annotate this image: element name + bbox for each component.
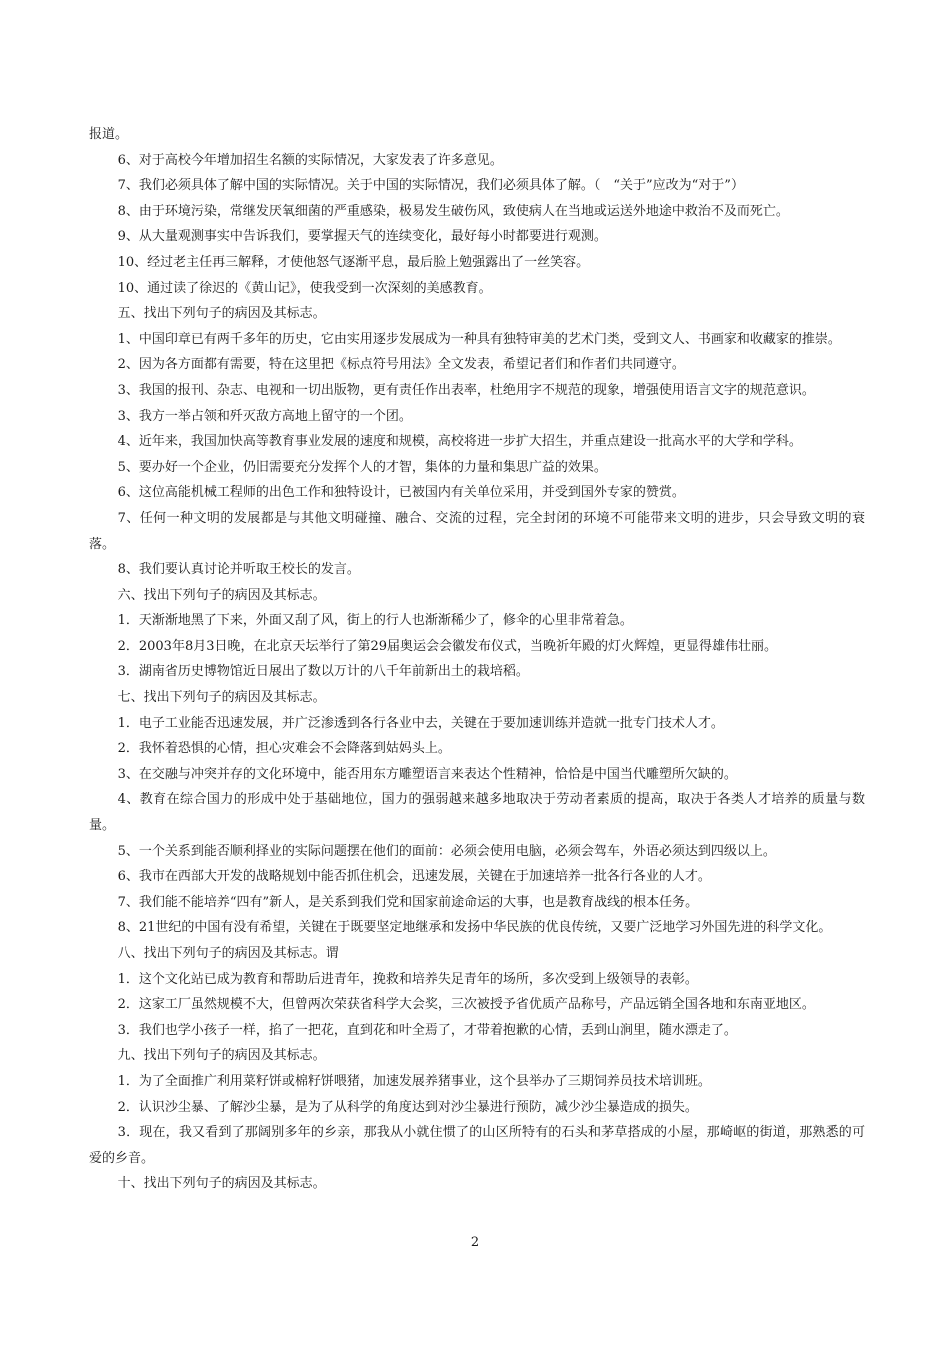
paragraph: 5、一个关系到能否顺利择业的实际问题摆在他们的面前：必须会使用电脑，必须会驾车，外语必须达到四级以上。 [117, 843, 776, 859]
paragraph: 3．湖南省历史博物馆近日展出了数以万计的八千年前新出土的栽培稻。 [117, 664, 529, 680]
paragraph: 五、找出下列句子的病因及其标志。 [117, 306, 326, 322]
paragraph: 八、找出下列句子的病因及其标志。谓 [117, 946, 339, 961]
paragraph: 10、通过读了徐迟的《黄山记》，使我受到一次深刻的美感教育。 [117, 280, 492, 296]
paragraph: 7、我们能不能培养“四有”新人，是关系到我们党和国家前途命运的大事，也是教育战线的根本任务。 [117, 894, 699, 910]
paragraph: 1．为了全面推广利用菜籽饼或棉籽饼喂猪，加速发展养猪事业，这个县举办了三期饲养员技术培训班。 [117, 1073, 711, 1089]
paragraph: 2、因为各方面都有需要，特在这里把《标点符号用法》全文发表，希望记者们和作者们共同遵守。 [117, 357, 685, 373]
paragraph: 6、对于高校今年增加招生名额的实际情况，大家发表了许多意见。 [117, 152, 503, 168]
paragraph: 7、任何一种文明的发展都是与其他文明碰撞、融合、交流的过程，完全封闭的环境不可能带来文明的进步，只会导致文明的衰落。 [89, 510, 865, 552]
paragraph: 1．天渐渐地黑了下来，外面又刮了风，街上的行人也渐渐稀少了，修伞的心里非常着急。 [117, 613, 633, 629]
paragraph: 5、要办好一个企业，仍旧需要充分发挥个人的才智，集体的力量和集思广益的效果。 [117, 459, 607, 475]
paragraph: 1．电子工业能否迅速发展，并广泛渗透到各行各业中去，关键在于要加速训练并造就一批专门技术人才。 [117, 715, 724, 731]
paragraph: 3．现在，我又看到了那阔别多年的乡亲，那我从小就住惯了的山区所特有的石头和茅草搭成的小屋，那崎岖的街道，那熟悉的可爱的乡音。 [89, 1125, 865, 1166]
paragraph: 报道。 [89, 127, 129, 142]
paragraph: 4、近年来，我国加快高等教育事业发展的速度和规模，高校将进一步扩大招生，并重点建设一批高水平的大学和学科。 [117, 434, 802, 450]
paragraph: 4、教育在综合国力的形成中处于基础地位，国力的强弱越来越多地取决于劳动者素质的提高，取决于各类人才培养的质量与数量。 [89, 792, 865, 834]
paragraph: 7、我们必须具体了解中国的实际情况。关于中国的实际情况，我们必须具体了解。（ “关于”应改为“对于”） [117, 178, 744, 194]
paragraph: 1．这个文化站已成为教育和帮助后进青年，挽救和培养失足青年的场所，多次受到上级领导的表彰。 [117, 971, 698, 987]
paragraph: 8、21世纪的中国有没有希望，关键在于既要坚定地继承和发扬中华民族的优良传统，又要广泛地学习外国先进的科学文化。 [117, 920, 832, 936]
paragraph: 6、我市在西部大开发的战略规划中能否抓住机会，迅速发展，关键在于加速培养一批各行各业的人才。 [117, 869, 711, 885]
paragraph: 九、找出下列句子的病因及其标志。 [117, 1048, 326, 1064]
paragraph: 3．我们也学小孩子一样，掐了一把花，直到花和叶全焉了，才带着抱歉的心情，丢到山涧里，随水漂走了。 [117, 1022, 737, 1038]
paragraph: 6、这位高能机械工程师的出色工作和独特设计，已被国内有关单位采用，并受到国外专家的赞赏。 [117, 485, 685, 501]
paragraph: 8、由于环境污染，常继发厌氧细菌的严重感染，极易发生破伤风，致使病人在当地或运送外地途中救治不及而死亡。 [117, 203, 789, 219]
paragraph: 六、找出下列句子的病因及其标志。 [117, 587, 326, 603]
paragraph: 1、中国印章已有两千多年的历史，它由实用逐步发展成为一种具有独特审美的艺术门类，受到文人、书画家和收藏家的推崇。 [117, 331, 841, 347]
paragraph: 10、经过老主任再三解释，才使他怒气逐渐平息，最后脸上勉强露出了一丝笑容。 [117, 254, 590, 270]
paragraph: 8、我们要认真讨论并听取王校长的发言。 [117, 562, 360, 578]
document-body [89, 122, 865, 1197]
paragraph: 2．2003年8月3日晚，在北京天坛举行了第29届奥运会会徽发布仪式，当晚祈年殿的灯火辉煌，更显得雄伟壮丽。 [117, 638, 778, 654]
paragraph: 2．这家工厂虽然规模不大，但曾两次荣获省科学大会奖，三次被授予省优质产品称号，产品远销全国各地和东南亚地区。 [117, 997, 815, 1013]
paragraph: 2．我怀着恐惧的心情，担心灾难会不会降落到姑妈头上。 [117, 741, 451, 757]
paragraph: 3、我国的报刊、杂志、电视和一切出版物，更有责任作出表率，杜绝用字不规范的现象，增强使用语言文字的规范意识。 [117, 382, 815, 398]
paragraph: 3、在交融与冲突并存的文化环境中，能否用东方雕塑语言来表达个性精神，恰恰是中国当代雕塑所欠缺的。 [117, 766, 737, 782]
paragraph: 9、从大量观测事实中告诉我们，要掌握天气的连续变化，最好每小时都要进行观测。 [117, 229, 607, 245]
paragraph: 3、我方一举占领和歼灭敌方高地上留守的一个团。 [117, 408, 412, 424]
paragraph: 七、找出下列句子的病因及其标志。 [117, 690, 326, 706]
paragraph: 十、找出下列句子的病因及其标志。 [117, 1176, 326, 1192]
page-number: 2 [470, 1235, 480, 1250]
paragraph: 2．认识沙尘暴、了解沙尘暴，是为了从科学的角度达到对沙尘暴进行预防，减少沙尘暴造成的损失。 [117, 1099, 698, 1115]
